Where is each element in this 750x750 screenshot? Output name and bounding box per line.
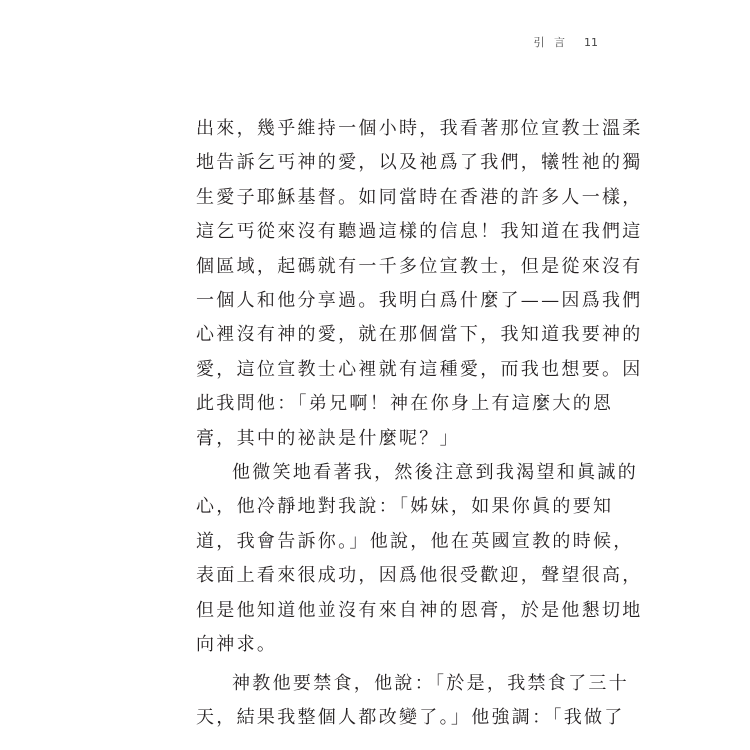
text-line: 但是他知道他並沒有來自神的恩膏，於是他懇切地	[196, 599, 643, 621]
section-title: 引 言	[533, 36, 568, 49]
text-line: 地告訴乞丐神的愛，以及祂爲了我們，犧牲祂的獨	[196, 152, 643, 174]
text-line: 心，他冷靜地對我說：「姊妹，如果你眞的要知	[196, 496, 614, 518]
text-line: 個區域，起碼就有一千多位宣教士，但是從來沒有	[196, 255, 643, 277]
text-line: 膏，其中的祕訣是什麼呢？」	[196, 427, 460, 449]
running-header	[534, 34, 599, 50]
paragraph-first-line: 神教他要禁食，他說：「於是，我禁食了三十	[232, 672, 629, 694]
text-line: 心裡沒有神的愛，就在那個當下，我知道我要神的	[196, 324, 643, 346]
text-line: 表面上看來很成功，因爲他很受歡迎，聲望很高，	[196, 565, 643, 587]
text-line: 此我問他：「弟兄啊！神在你身上有這麼大的恩	[196, 393, 614, 415]
text-line: 天，結果我整個人都改變了。」他強調：「我做了	[196, 706, 625, 728]
page-number: 11	[584, 36, 598, 49]
text-line: 向神求。	[196, 634, 278, 656]
text-line: 這乞丐從來沒有聽過這樣的信息！我知道在我們這	[196, 221, 643, 243]
paragraph-first-line: 他微笑地看著我，然後注意到我渴望和眞誠的	[232, 462, 638, 484]
text-line: 一個人和他分享過。我明白爲什麼了——因爲我們	[196, 290, 643, 312]
text-line: 愛，這位宣教士心裡就有這種愛，而我也想要。因	[196, 358, 643, 380]
text-line: 生愛子耶穌基督。如同當時在香港的許多人一樣，	[196, 186, 643, 208]
text-line: 出來，幾乎維持一個小時，我看著那位宣教士溫柔	[196, 118, 643, 139]
body-text	[196, 112, 643, 735]
text-line: 道，我會告訴你。」他說，他在英國宣教的時候，	[196, 530, 634, 552]
